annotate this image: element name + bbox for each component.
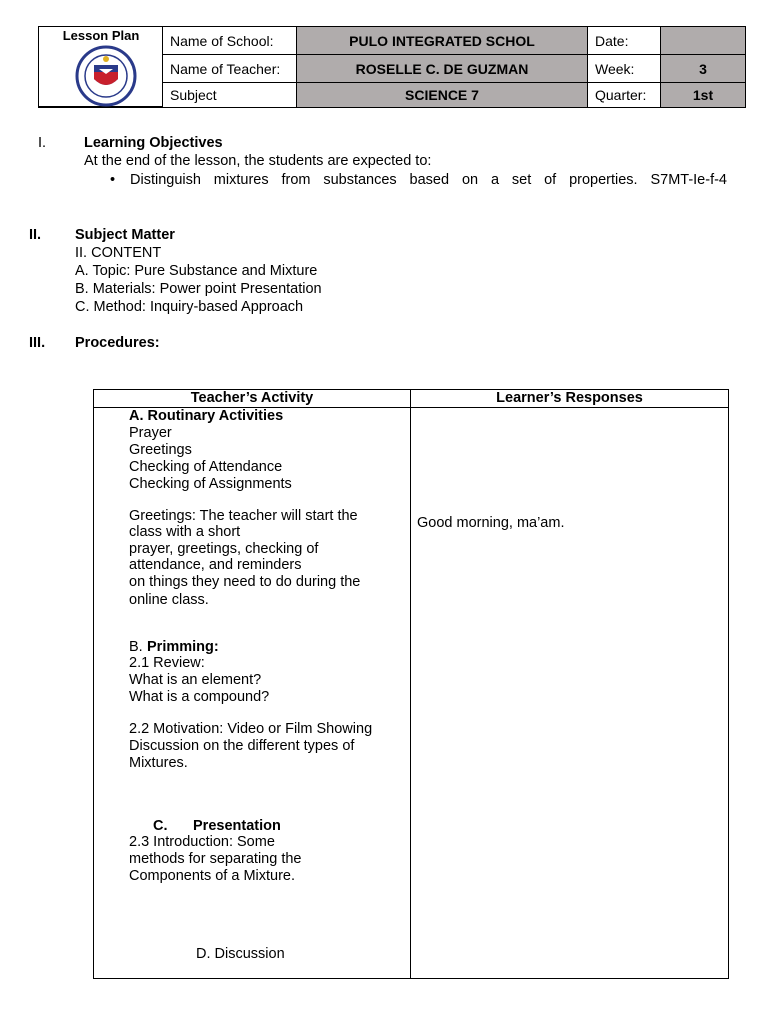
routinary-item: Prayer: [129, 425, 172, 441]
section-1-numeral: I.: [38, 135, 47, 151]
teacher-activity-header: Teacher’s Activity: [190, 390, 314, 406]
column-divider: [410, 390, 411, 978]
review-line: What is an element?: [129, 672, 262, 688]
school-value: PULO INTEGRATED SCHOL: [297, 27, 588, 55]
procedures-table: [93, 389, 729, 979]
date-value: [661, 27, 745, 55]
priming-prefix: B.: [129, 639, 143, 655]
routinary-desc-line: attendance, and reminders: [129, 557, 302, 573]
section-1-intro: At the end of the lesson, the students are expected to:: [84, 153, 432, 169]
section-2-line: B. Materials: Power point Presentation: [75, 281, 322, 297]
motivation-line: 2.2 Motivation: Video or Film Showing: [129, 721, 373, 737]
routinary-activities-title: A. Routinary Activities: [129, 408, 284, 424]
presentation-prefix: C.: [153, 818, 168, 834]
logo-cell: [39, 27, 163, 107]
week-label: Week:: [588, 55, 661, 83]
lesson-plan-header-table: [38, 26, 746, 108]
motivation-line: Discussion on the different types of: [129, 738, 355, 754]
deped-seal-icon: [73, 45, 139, 107]
school-label: Name of School:: [163, 27, 297, 55]
routinary-desc-line: online class.: [129, 592, 209, 608]
section-3-numeral: III.: [29, 335, 46, 351]
section-1-title: Learning Objectives: [84, 135, 223, 151]
lesson-plan-label: Lesson Plan: [62, 28, 140, 43]
routinary-desc-line: Greetings: The teacher will start the: [129, 508, 358, 524]
date-label: Date:: [588, 27, 661, 55]
section-2-line: II. CONTENT: [75, 245, 162, 261]
bullet-icon: •: [110, 172, 116, 188]
week-value: 3: [661, 55, 745, 83]
section-1-bullet: Distinguish mixtures from substances based on a set of properties. S7MT-Ie-f-4: [130, 172, 727, 188]
learner-response: Good morning, ma’am.: [417, 515, 565, 531]
review-line: What is a compound?: [129, 689, 270, 705]
priming-title: Primming:: [147, 639, 219, 655]
discussion-label: D. Discussion: [196, 946, 285, 962]
subject-label: Subject: [163, 83, 297, 107]
presentation-title: Presentation: [193, 818, 281, 834]
routinary-desc-line: class with a short: [129, 524, 241, 540]
section-3-title: Procedures:: [75, 335, 160, 351]
routinary-desc-line: on things they need to do during the: [129, 574, 361, 590]
presentation-line: methods for separating the: [129, 851, 302, 867]
section-2-numeral: II.: [29, 227, 42, 243]
section-2-title: Subject Matter: [75, 227, 175, 243]
teacher-value: ROSELLE C. DE GUZMAN: [297, 55, 588, 83]
quarter-value: 1st: [661, 83, 745, 107]
presentation-line: Components of a Mixture.: [129, 868, 296, 884]
section-2-line: C. Method: Inquiry-based Approach: [75, 299, 304, 315]
section-2-line: A. Topic: Pure Substance and Mixture: [75, 263, 318, 279]
routinary-item: Checking of Assignments: [129, 476, 292, 492]
teacher-label: Name of Teacher:: [163, 55, 297, 83]
quarter-label: Quarter:: [588, 83, 661, 107]
subject-value: SCIENCE 7: [297, 83, 588, 107]
learner-responses-header: Learner’s Responses: [496, 390, 643, 406]
routinary-item: Greetings: [129, 442, 192, 458]
routinary-desc-line: prayer, greetings, checking of: [129, 541, 319, 557]
presentation-line: 2.3 Introduction: Some: [129, 834, 275, 850]
review-line: 2.1 Review:: [129, 655, 205, 671]
motivation-line: Mixtures.: [129, 755, 188, 771]
routinary-item: Checking of Attendance: [129, 459, 283, 475]
